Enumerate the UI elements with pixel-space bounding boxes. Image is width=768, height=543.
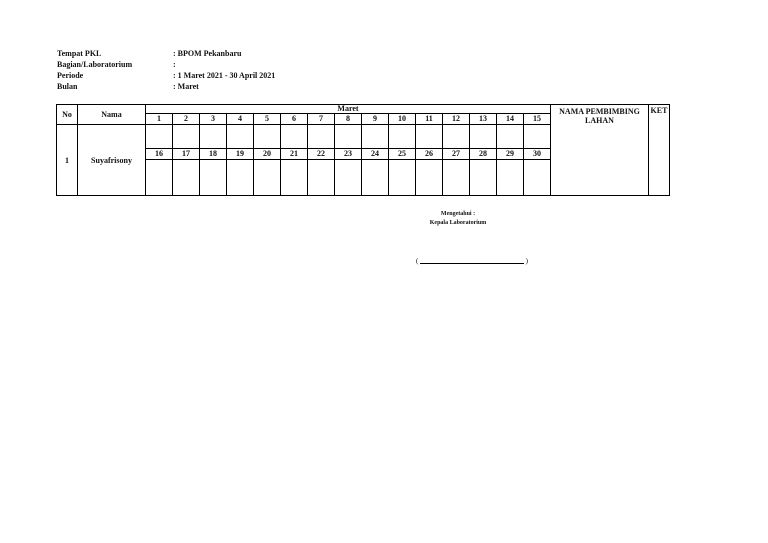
- blank-cell: [335, 160, 362, 196]
- blank-cell: [227, 125, 254, 149]
- blank-cell: [200, 125, 227, 149]
- day-cell: 12: [443, 114, 470, 125]
- signature-close-paren: ): [525, 257, 528, 265]
- header-label: Bagian/Laboratorium: [57, 60, 133, 69]
- header-row-bagian: [57, 59, 275, 70]
- day-cell: 24: [362, 149, 389, 160]
- blank-cell: [389, 160, 416, 196]
- day-cell: 6: [281, 114, 308, 125]
- blank-cell: [308, 160, 335, 196]
- header-row-periode: [57, 70, 275, 81]
- month-header: Maret: [146, 105, 551, 114]
- entry-no: 1: [57, 125, 78, 196]
- day-cell: 25: [389, 149, 416, 160]
- day-cell: 16: [146, 149, 173, 160]
- column-header-nama: Nama: [78, 105, 146, 125]
- day-cell: 18: [200, 149, 227, 160]
- header-value: :: [173, 60, 176, 69]
- day-cell: 1: [146, 114, 173, 125]
- day-cell: 17: [173, 149, 200, 160]
- day-cell: 29: [497, 149, 524, 160]
- blank-cell: [470, 125, 497, 149]
- signature-block: [400, 210, 516, 228]
- day-cell: 15: [524, 114, 551, 125]
- blank-cell: [524, 125, 551, 149]
- day-cell: 22: [308, 149, 335, 160]
- header-label: Periode: [57, 71, 84, 80]
- day-cell: 4: [227, 114, 254, 125]
- day-cell: 11: [416, 114, 443, 125]
- day-cell: 7: [308, 114, 335, 125]
- day-cell: 19: [227, 149, 254, 160]
- signature-open-paren: (: [416, 257, 419, 265]
- column-header-no: No: [57, 105, 78, 125]
- column-header-pembimbing: NAMA PEMBIMBING LAHAN: [551, 105, 649, 196]
- blank-cell: [254, 125, 281, 149]
- signature-line: [416, 256, 528, 264]
- day-cell: 28: [470, 149, 497, 160]
- header-label: Tempat PKL: [57, 49, 102, 58]
- blank-cell: [497, 160, 524, 196]
- header-row-bulan: [57, 81, 275, 92]
- day-cell: 8: [335, 114, 362, 125]
- day-cell: 27: [443, 149, 470, 160]
- day-cell: 10: [389, 114, 416, 125]
- blank-cell: [524, 160, 551, 196]
- signature-title: Kepala Laboratorium: [429, 220, 487, 226]
- header-label: Bulan: [57, 82, 78, 91]
- blank-cell: [470, 160, 497, 196]
- day-cell: 9: [362, 114, 389, 125]
- blank-cell: [362, 160, 389, 196]
- entry-nama: Suyafrisony: [78, 125, 146, 196]
- blank-cell: [146, 160, 173, 196]
- day-cell: 5: [254, 114, 281, 125]
- blank-cell: [173, 160, 200, 196]
- header-value: : Maret: [173, 82, 199, 91]
- day-cell: 21: [281, 149, 308, 160]
- header-info: [57, 48, 275, 92]
- blank-cell: [335, 125, 362, 149]
- day-cell: 3: [200, 114, 227, 125]
- blank-cell: [497, 125, 524, 149]
- blank-cell: [416, 125, 443, 149]
- header-row-tempat: [57, 48, 275, 59]
- blank-cell: [173, 125, 200, 149]
- signature-mengetahui: Mengetahui :: [440, 211, 476, 217]
- blank-cell: [146, 125, 173, 149]
- header-value: : 1 Maret 2021 - 30 April 2021: [173, 71, 276, 80]
- blank-cell: [281, 125, 308, 149]
- blank-cell: [254, 160, 281, 196]
- header-value: : BPOM Pekanbaru: [173, 49, 242, 58]
- signature-underline: [420, 263, 524, 264]
- day-cell: 23: [335, 149, 362, 160]
- blank-cell: [416, 160, 443, 196]
- blank-cell: [389, 125, 416, 149]
- blank-cell: [443, 160, 470, 196]
- blank-cell: [281, 160, 308, 196]
- blank-cell: [362, 125, 389, 149]
- blank-cell: [308, 125, 335, 149]
- day-cell: 2: [173, 114, 200, 125]
- day-cell: 13: [470, 114, 497, 125]
- blank-cell: [443, 125, 470, 149]
- column-header-ket: KET: [649, 105, 670, 196]
- day-cell: 20: [254, 149, 281, 160]
- day-cell: 26: [416, 149, 443, 160]
- blank-cell: [200, 160, 227, 196]
- day-cell: 30: [524, 149, 551, 160]
- day-cell: 14: [497, 114, 524, 125]
- blank-cell: [227, 160, 254, 196]
- attendance-table: [56, 104, 670, 196]
